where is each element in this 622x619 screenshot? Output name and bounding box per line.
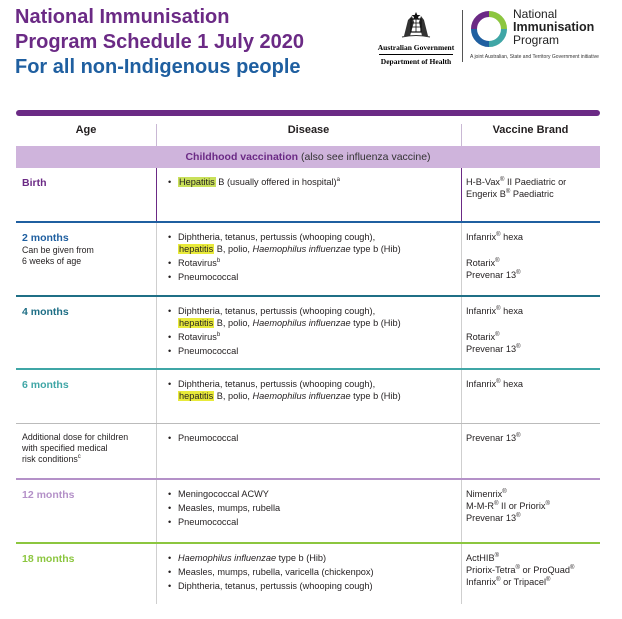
age-sub: 6 weeks of age (22, 256, 82, 266)
disease-item: • Measles, mumps, rubella (166, 502, 456, 514)
table-row-18-months (16, 544, 600, 604)
age-label: Birth (22, 177, 47, 189)
disease-cell (166, 231, 456, 283)
disease-item: • Measles, mumps, rubella, varicella (chickenpox) (166, 566, 456, 578)
col-divider (156, 297, 157, 368)
col-divider (156, 480, 157, 542)
col-divider (461, 424, 462, 478)
vaccine-cell (466, 488, 600, 524)
vaccine-item: Nimenrix® (466, 488, 507, 499)
disease-item: • Pneumococcal (166, 271, 456, 283)
age-note: Additional dose for children (22, 432, 129, 442)
vaccine-cell (466, 552, 600, 588)
age-label: 18 months (22, 553, 75, 565)
gov-dept: Department of Health (379, 54, 453, 67)
disease-item: • Diphtheria, tetanus, pertussis (whooping cough), hepatitis B, polio, Haemophilus influenzae type b (Hib) (166, 231, 456, 255)
disease-cell (166, 488, 456, 528)
vaccine-item: M-M-R® II or Priorix® (466, 500, 550, 511)
vaccine-item: Rotarix® (466, 257, 500, 268)
australian-government-logo (375, 10, 457, 67)
disease-item: • Diphtheria, tetanus, pertussis (whooping cough) (166, 580, 456, 592)
col-divider (156, 223, 157, 295)
vaccine-item: Prevenar 13® (466, 432, 521, 443)
age-cell (22, 176, 152, 190)
header-disease: Disease (287, 124, 330, 136)
logo-divider (462, 10, 463, 62)
col-divider (461, 370, 462, 423)
coat-of-arms-icon (396, 10, 436, 40)
table-row-additional-dose (16, 424, 600, 478)
header-age: Age (75, 124, 97, 136)
vaccine-cell (466, 231, 600, 281)
title-line-3: For all non-Indigenous people (15, 56, 301, 78)
age-label: 2 months (22, 232, 69, 244)
nip-ring-icon (470, 10, 508, 48)
vaccine-item: Prevenar 13® (466, 269, 521, 280)
disease-cell (166, 176, 456, 188)
section-title: Childhood vaccination (185, 151, 299, 163)
section-note: (also see influenza vaccine) (300, 151, 431, 163)
age-cell (22, 231, 152, 267)
gov-name: Australian Government (377, 43, 455, 52)
disease-cell (166, 378, 456, 402)
age-cell (22, 378, 152, 392)
section-childhood (16, 146, 600, 168)
vaccine-item: Infanrix® hexa (466, 378, 524, 389)
disease-cell (166, 432, 456, 444)
vaccine-item: Infanrix® hexa (466, 305, 524, 316)
vaccine-item: Prevenar 13® (466, 343, 521, 354)
disease-item: • Pneumococcal (166, 432, 456, 444)
vaccine-item: Rotarix® (466, 331, 500, 342)
disease-item: • Meningococcal ACWY (166, 488, 456, 500)
nip-line-3: Program (513, 33, 560, 47)
age-label: 4 months (22, 306, 69, 318)
vaccine-cell (466, 305, 600, 355)
disease-item: • Diphtheria, tetanus, pertussis (whooping cough), hepatitis B, polio, Haemophilus influenzae type b (Hib) (166, 305, 456, 329)
vaccine-cell (466, 432, 600, 444)
table-header (16, 116, 600, 146)
age-cell (22, 488, 152, 502)
col-divider (461, 480, 462, 542)
nip-name (513, 8, 594, 47)
vaccine-item: Infanrix® hexa (466, 231, 524, 242)
nip-tagline: A joint Australian, State and Territory Government initiative (470, 54, 599, 60)
title-line-2: Program Schedule 1 July 2020 (15, 31, 305, 53)
vaccine-item: H-B-Vax® II Paediatric or (466, 176, 567, 187)
col-divider (156, 544, 157, 604)
col-divider (156, 168, 157, 221)
disease-item: • Diphtheria, tetanus, pertussis (whooping cough), hepatitis B, polio, Haemophilus influenzae type b (Hib) (166, 378, 456, 402)
age-cell (22, 552, 152, 566)
vaccine-cell (466, 378, 600, 390)
vaccine-cell (466, 176, 600, 200)
disease-item: • Hepatitis B (usually offered in hospital)$^a$ (166, 176, 456, 188)
age-note: with specified medical (22, 443, 108, 453)
page-title (15, 5, 304, 80)
disease-item: • Pneumococcal (166, 516, 456, 528)
age-label: 12 months (22, 489, 75, 501)
table-row-12-months (16, 480, 600, 542)
table-row-4-months (16, 297, 600, 368)
vaccine-item: Engerix B® Paediatric (466, 188, 554, 199)
header-vaccine: Vaccine Brand (492, 124, 569, 136)
vaccine-item: Priorix-Tetra® or ProQuad® (466, 564, 575, 575)
col-divider (461, 223, 462, 295)
age-cell (22, 305, 152, 319)
disease-cell (166, 305, 456, 357)
col-divider (461, 168, 462, 221)
disease-item: • Haemophilus influenzae type b (Hib) (166, 552, 456, 564)
vaccine-item: ActHIB® (466, 552, 500, 563)
table-row-birth (16, 168, 600, 221)
disease-cell (166, 552, 456, 592)
age-cell (22, 432, 152, 465)
schedule-table (16, 110, 600, 604)
title-line-1: National Immunisation (15, 6, 230, 28)
age-label: 6 months (22, 379, 69, 391)
table-row-6-months (16, 370, 600, 423)
nip-line-1: National (513, 7, 558, 21)
vaccine-item: Infanrix® or Tripacel® (466, 576, 551, 587)
table-row-2-months (16, 223, 600, 295)
disease-item: • Rotavirus$^b$ (166, 257, 456, 269)
age-sub: Can be given from (22, 245, 94, 255)
disease-item: • Rotavirus$^b$ (166, 331, 456, 343)
col-divider (156, 424, 157, 478)
disease-item: • Pneumococcal (166, 345, 456, 357)
nip-line-2: Immunisation (513, 20, 595, 34)
col-divider (461, 297, 462, 368)
col-divider (156, 370, 157, 423)
col-divider (461, 544, 462, 604)
age-note: risk conditions$^c$ (22, 454, 81, 464)
vaccine-item: Prevenar 13® (466, 512, 521, 523)
